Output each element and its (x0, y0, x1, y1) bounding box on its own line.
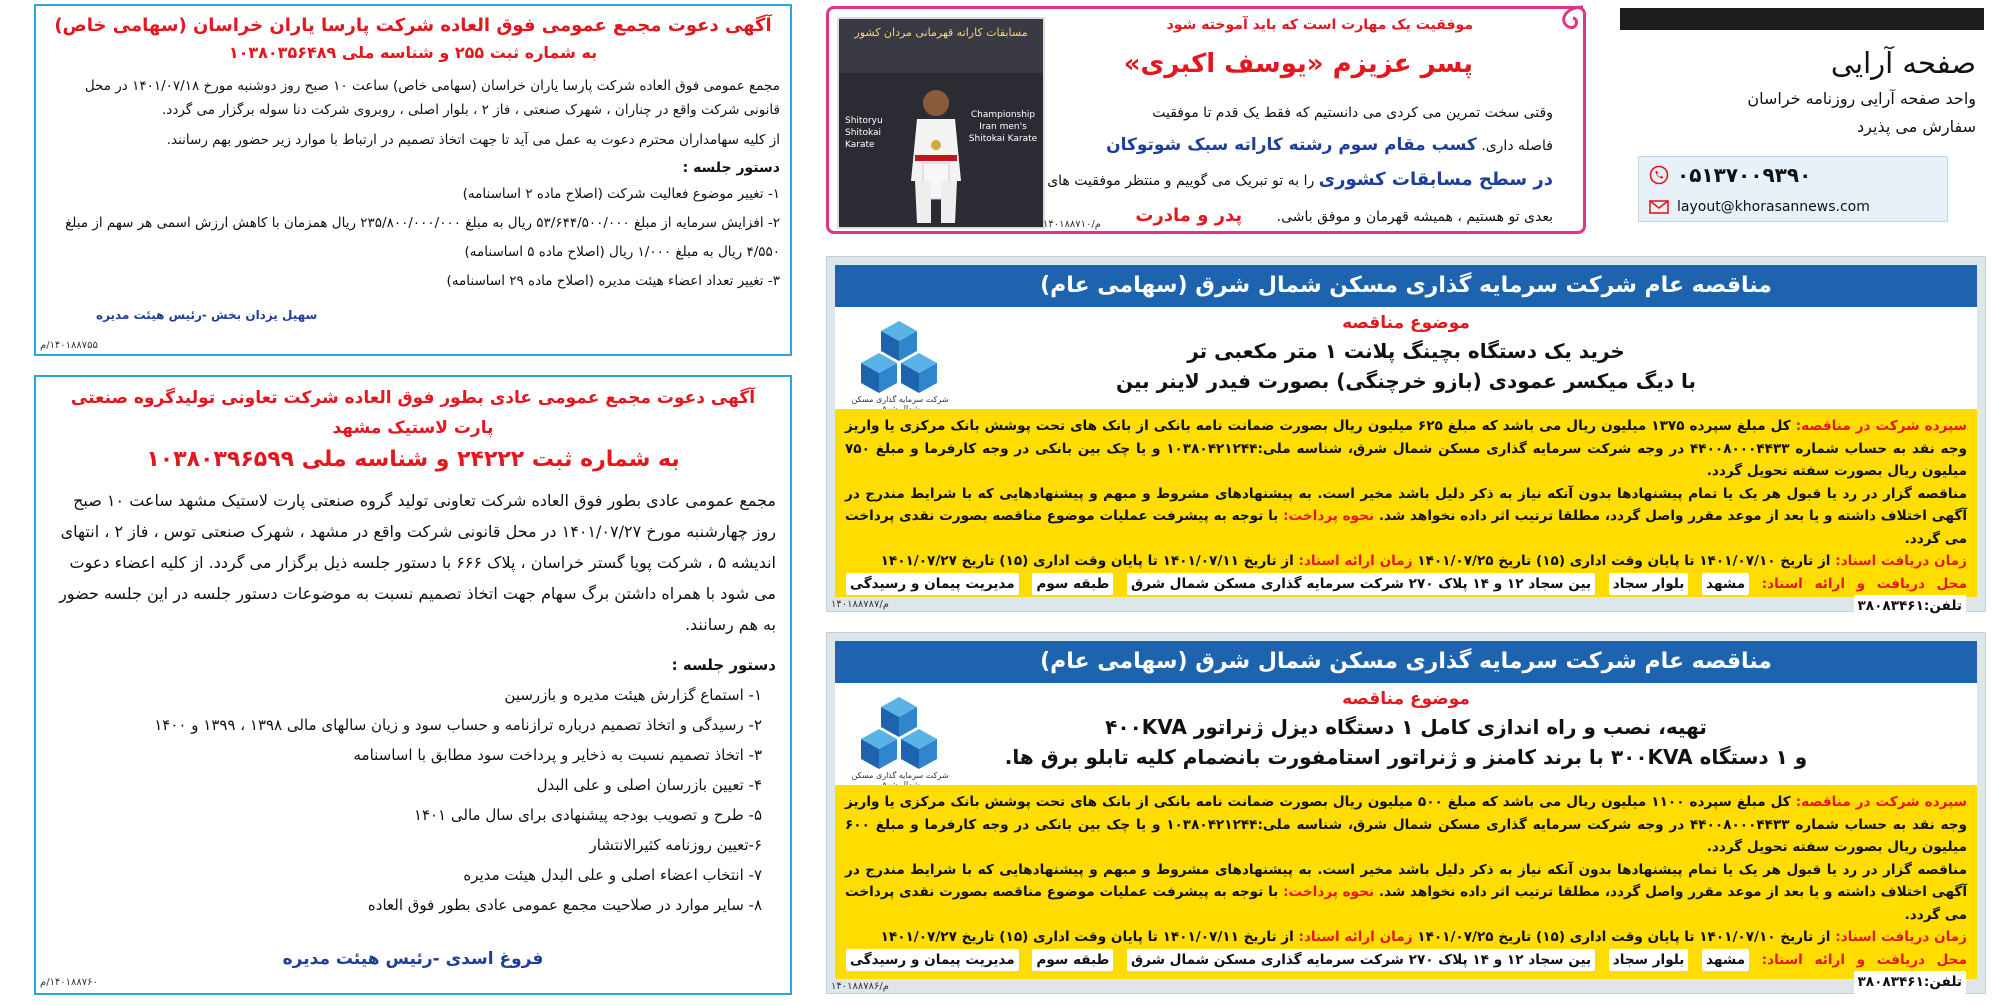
congrats-text: بعدی تو هستیم ، همیشه قهرمان و موفق باشی. (1276, 209, 1553, 225)
notice-paragraph-2: از کلیه سهامداران محترم دعوت به عمل می آید تا جهت اتخاذ تصمیم در ارتباط با موارد زیر حضور بهم رسانند. (166, 132, 780, 148)
submit-label: زمان ارائه اسناد: (1298, 553, 1413, 569)
notice-registration: به شماره ثبت ۲۴۲۲۲ و شناسه ملی ۱۰۳۸۰۳۹۶۵۹۹ (146, 447, 680, 472)
ad-code: ۱۴۰۱۸۸۷۵۵/م (40, 340, 98, 351)
congratulation-ad (826, 6, 1586, 234)
agenda-item: ۷- انتخاب اعضاء اصلی و علی البدل هیئت مدیره (463, 866, 762, 884)
place-label: محل دریافت و ارائه اسناد: (1761, 951, 1967, 968)
conditions-paragraph (845, 859, 1967, 927)
decorative-swirl-icon (1553, 3, 1589, 39)
place-label: محل دریافت و ارائه اسناد: (1761, 575, 1967, 592)
agenda-item: ۴- تعیین بازرسان اصلی و علی البدل (536, 776, 762, 794)
place-chip: مدیریت پیمان و رسیدگی (846, 573, 1019, 596)
tender-subject-label: موضوع مناقصه (1342, 313, 1470, 333)
congrats-line: وقتی سخت تمرین می کردی می دانستیم که فقط یک قدم تا موفقیت (1152, 105, 1553, 121)
tender-ad-diesel-generator (826, 632, 1986, 994)
deposit-label: سپرده شرکت در مناقصه: (1795, 794, 1967, 810)
agenda-item: ۸- سایر موارد در صلاحیت مجمع عمومی عادی بطور فوق العاده (367, 896, 762, 914)
signature: فروغ اسدی -رئیس هیئت مدیره (282, 949, 544, 969)
deposit-text: کل مبلغ سپرده ۱۱۰۰ میلیون ریال می باشد که مبلغ ۵۰۰ میلیون ریال بصورت ضمانت نامه بانکی از بانک های تحت پوشش بانک مرکزی یا واریز وجه نقد به حساب شماره ۴۴۰۰۸۰۰۰۴۴۳۳ در وجه شرکت سرمایه گذاری مسکن شمال شرق، شناسه ملی:۱۰۳۸۰۴۲۱۲۴۴ و یا چک بین بانکی در وجه کارفرما و مبلغ ۶۰۰ میلیون ریال بصورت سفته تحویل گردد. (845, 794, 1967, 855)
ad-code: ۱۴۰۱۸۸۷۸۷/م (831, 599, 889, 610)
email-address: layout@khorasannews.com (1677, 199, 1870, 215)
place-chip: بلوار سجاد (1609, 573, 1689, 596)
karate-photo (837, 17, 1045, 229)
payment-text: با توجه به پیشرفت عملیات موضوع مناقصه بصورت نقدی پرداخت می گردد. (845, 508, 1967, 547)
notice-registration: به شماره ثبت ۲۵۵ و شناسه ملی ۱۰۳۸۰۳۵۶۴۸۹ (228, 43, 598, 62)
agenda-item: ۱- تغییر موضوع فعالیت شرکت (اصلاح ماده ۲ اساسنامه) (462, 186, 780, 202)
place-chip: بلوار سجاد (1609, 949, 1689, 972)
conditions-text: مناقصه گزار در رد یا قبول هر یک یا تمام پیشنهادها بدون آنکه نیاز به ذکر دلیل باشد مخیر است. به پیشنهادهای مشروط و مبهم و پیشنهادهایی که با شرایط مندرج در آگهی اختلاف داشته و یا بعد از موعد مقرر واصل گردد، مطلقا ترتیب اثر داده نخواهد شد. (845, 485, 1967, 524)
athlete-figure (901, 85, 971, 225)
photo-banner: مسابقات کاراته قهرمانی مردان کشور (839, 19, 1043, 73)
place-paragraph (845, 573, 1967, 618)
submit-label: زمان ارائه اسناد: (1298, 929, 1413, 945)
photo-caption-left: Shitoryu Shitokai Karate (845, 116, 883, 150)
congrats-highlight: کسب مقام سوم رشته کاراته سبک شوتوکان (1106, 135, 1477, 155)
deposit-paragraph (845, 415, 1967, 483)
congrats-signature: پدر و مادرت (1135, 205, 1243, 226)
congrats-line (1106, 135, 1553, 155)
receive-label: زمان دریافت اسناد: (1835, 553, 1967, 569)
receive-label: زمان دریافت اسناد: (1835, 929, 1967, 945)
place-paragraph (845, 949, 1967, 994)
photo-caption-right: Championship Iran men's Shitokai Karate (968, 110, 1038, 144)
ad-code: ۱۴۰۱۸۸۷۶۰/م (40, 977, 98, 988)
tender-subject-area (835, 683, 1977, 785)
submit-text: از تاریخ ۱۴۰۱/۰۷/۱۱ تا پایان وقت اداری (۱۵) تاریخ ۱۴۰۱/۰۷/۲۷ (880, 929, 1294, 945)
email-row[interactable] (1649, 195, 1870, 219)
tender-item: و ۱ دستگاه ۳۰۰KVA با برند کامنز و ژنراتور استامفورت بانضمام کلیه تابلو برق ها. (1004, 745, 1808, 769)
mail-icon (1649, 199, 1669, 215)
place-chip: مدیریت پیمان و رسیدگی (846, 949, 1019, 972)
congrats-text: فاصله داری. (1481, 138, 1553, 154)
conditions-text: مناقصه گزار در رد یا قبول هر یک یا تمام پیشنهادها بدون آنکه نیاز به ذکر دلیل باشد مخیر است. به پیشنهادهای مشروط و مبهم و پیشنهادهایی که با شرایط مندرج در آگهی اختلاف داشته و یا بعد از موعد مقرر واصل گردد، مطلقا ترتیب اثر داده نخواهد شد. (845, 861, 1967, 900)
agenda-title: دستور جلسه : (671, 656, 776, 674)
notice-title: آگهی دعوت مجمع عمومی فوق العاده شرکت پارسا یاران خراسان (سهامی خاص) (54, 15, 772, 36)
agenda-list (50, 680, 776, 920)
tender-ad-batching-plant (826, 256, 1986, 612)
conditions-paragraph (845, 483, 1967, 551)
dates-paragraph (845, 926, 1967, 949)
agenda-item: ۵- طرح و تصویب بودجه پیشنهادی برای سال مالی ۱۴۰۱ (413, 806, 762, 824)
logo-caption: شرکت سرمایه گذاری مسکن (851, 395, 949, 404)
signature: سهیل یزدان بخش -رئیس هیئت مدیره (96, 308, 318, 322)
notice-paragraph: مجمع عمومی عادی بطور فوق العاده شرکت تعاونی تولید گروه صنعتی پارت لاستیک مشهد ساعت ۱۰ صبح روز چهارشنبه مورخ ۱۴۰۱/۰۷/۲۷ در محل قانونی شرکت واقع در مشهد ، شهرک صنعتی توس ، فاز ۲ ، انتهای اندیشه ۵ ، شرکت پویا گستر خراسان ، پلاک ۶۶۶ با دستور جلسه ذیل برگزار می گردد. از کلیه اعضاء دعوت می شود با همراه داشتن برگ سهام جهت اتخاذ تصمیم نسبت به موضوعات دستور جلسه در این جلسه حضور به هم رسانند. (59, 491, 776, 634)
notice-title: آگهی دعوت مجمع عمومی عادی بطور فوق العاده شرکت تعاونی تولیدگروه صنعتی پارت لاستیک مشهد (70, 388, 756, 438)
place-chip: مشهد (1702, 573, 1749, 596)
notice-part-lastic (34, 375, 792, 995)
payment-text: با توجه به پیشرفت عملیات موضوع مناقصه بصورت نقدی پرداخت می گردد. (845, 884, 1967, 923)
page-design-ad (1620, 8, 1984, 232)
deposit-paragraph (845, 791, 1967, 859)
place-chip: طبقه سوم (1032, 573, 1113, 596)
ad-code: ۱۴۰۱۸۸۷۱۰/م (1043, 219, 1101, 230)
congrats-line (1047, 169, 1553, 190)
place-chip: تلفن:۳۸۰۸۳۴۶۱ (1854, 595, 1967, 618)
agenda-item: ۲- افزایش سرمایه از مبلغ ۵۳/۶۴۴/۵۰۰/۰۰۰ ریال به مبلغ ۲۳۵/۸۰۰/۰۰۰/۰۰۰ ریال همزمان با کاهش ارزش اسمی هر سهم از مبلغ ۴/۵۵۰ ریال به مبلغ ۱/۰۰۰ ریال (اصلاح ماده ۵ اساسنامه) (65, 215, 780, 260)
place-chip: تلفن:۳۸۰۸۳۴۶۱ (1854, 971, 1967, 994)
page-design-description: واحد صفحه آرایی روزنامه خراسان (1747, 89, 1976, 108)
agenda-item: ۳- اتخاذ تصمیم نسبت به ذخایر و پرداخت سود مطابق با اساسنامه (353, 746, 762, 764)
agenda-list (46, 180, 780, 296)
agenda-item: ۶-تعیین روزنامه کثیرالانتشار (589, 836, 762, 854)
top-bar (1620, 8, 1984, 30)
contact-box (1638, 156, 1948, 222)
place-chip: مشهد (1702, 949, 1749, 972)
payment-label: نحوه پرداخت: (1283, 508, 1375, 524)
place-chip: بین سجاد ۱۲ و ۱۴ پلاک ۲۷۰ شرکت سرمایه گذاری مسکن شمال شرق (1127, 573, 1595, 596)
congrats-highlight: در سطح مسابقات کشوری (1318, 169, 1553, 190)
congrats-tagline: موفقیت یک مهارت است که باید آموخته شود (1166, 17, 1473, 33)
receive-text: از تاریخ ۱۴۰۱/۰۷/۱۰ تا پایان وقت اداری (۱۵) تاریخ ۱۴۰۱/۰۷/۲۵ (1417, 929, 1831, 945)
tender-item: خرید یک دستگاه بچینگ پلانت ۱ متر مکعبی تر (1187, 339, 1625, 363)
dates-paragraph (845, 550, 1967, 573)
place-chip: طبقه سوم (1032, 949, 1113, 972)
place-chip: بین سجاد ۱۲ و ۱۴ پلاک ۲۷۰ شرکت سرمایه گذاری مسکن شمال شرق (1127, 949, 1595, 972)
page-design-description: سفارش می پذیرد (1857, 117, 1976, 136)
congrats-headline: پسر عزیزم «یوسف اکبری» (1123, 49, 1473, 79)
deposit-text: کل مبلغ سپرده ۱۳۷۵ میلیون ریال می باشد که مبلغ ۶۲۵ میلیون ریال بصورت ضمانت نامه بانکی از بانک های تحت پوشش بانک مرکزی یا واریز وجه نقد به حساب شماره ۴۴۰۰۸۰۰۰۴۴۳۳ در وجه شرکت سرمایه گذاری مسکن شمال شرق، شناسه ملی:۱۰۳۸۰۴۲۱۲۴۴ و یا چک بین بانکی در وجه کارفرما و مبلغ ۷۵۰ میلیون ریال بصورت سفته تحویل گردد. (845, 418, 1967, 479)
tender-subject-label: موضوع مناقصه (1342, 689, 1470, 709)
tender-header: مناقصه عام شرکت سرمایه گذاری مسکن شمال شرق (سهامی عام) (835, 265, 1977, 307)
submit-text: از تاریخ ۱۴۰۱/۰۷/۱۱ تا پایان وقت اداری (۱۵) تاریخ ۱۴۰۱/۰۷/۲۷ (880, 553, 1294, 569)
tender-subject-area (835, 307, 1977, 409)
tender-item: تهیه، نصب و راه اندازی کامل ۱ دستگاه دیزل ژنراتور ۴۰۰KVA (1105, 715, 1707, 739)
payment-label: نحوه پرداخت: (1283, 884, 1375, 900)
phone-icon (1649, 165, 1669, 185)
agenda-title: دستور جلسه : (682, 160, 780, 176)
tender-item: با دیگ میکسر عمودی (بازو خرچنگی) بصورت فیدر لاینر بین (1115, 369, 1697, 393)
page-design-title: صفحه آرایی (1830, 46, 1976, 80)
congrats-text: را به تو تبریک می گوییم و منتظر موفقیت های (1047, 173, 1315, 189)
agenda-item: ۳- تغییر تعداد اعضاء هیئت مدیره (اصلاح ماده ۲۹ اساسنامه) (446, 273, 780, 289)
agenda-item: ۱- استماع گزارش هیئت مدیره و بازرسین (504, 686, 762, 704)
notice-parsa-yaran (34, 4, 792, 356)
phone-row[interactable] (1649, 163, 1811, 187)
logo-caption: شرکت سرمایه گذاری مسکن (851, 771, 949, 780)
congrats-line (1135, 205, 1553, 226)
deposit-label: سپرده شرکت در مناقصه: (1795, 418, 1967, 434)
phone-number: ۰۵۱۳۷۰۰۹۳۹۰ (1677, 163, 1812, 187)
ad-code: ۱۴۰۱۸۸۷۸۶/م (831, 981, 889, 992)
agenda-item: ۲- رسیدگی و اتخاذ تصمیم درباره ترازنامه و حساب سود و زیان سالهای مالی ۱۳۹۸ ، ۱۳۹۹ و ۱۴۰۰ (154, 716, 762, 734)
receive-text: از تاریخ ۱۴۰۱/۰۷/۱۰ تا پایان وقت اداری (۱۵) تاریخ ۱۴۰۱/۰۷/۲۵ (1417, 553, 1831, 569)
notice-paragraph: مجمع عمومی فوق العاده شرکت پارسا یاران خراسان (سهامی خاص) ساعت ۱۰ صبح روز دوشنبه مورخ ۱۴۰۱/۰۷/۱۸ در محل قانونی شرکت واقع در چناران ، شهرک صنعتی ، فاز ۲ ، بلوار اصلی ، روبروی شرکت دنا سوله برگزار می گردد. (84, 78, 780, 118)
tender-header: مناقصه عام شرکت سرمایه گذاری مسکن شمال شرق (سهامی عام) (835, 641, 1977, 683)
